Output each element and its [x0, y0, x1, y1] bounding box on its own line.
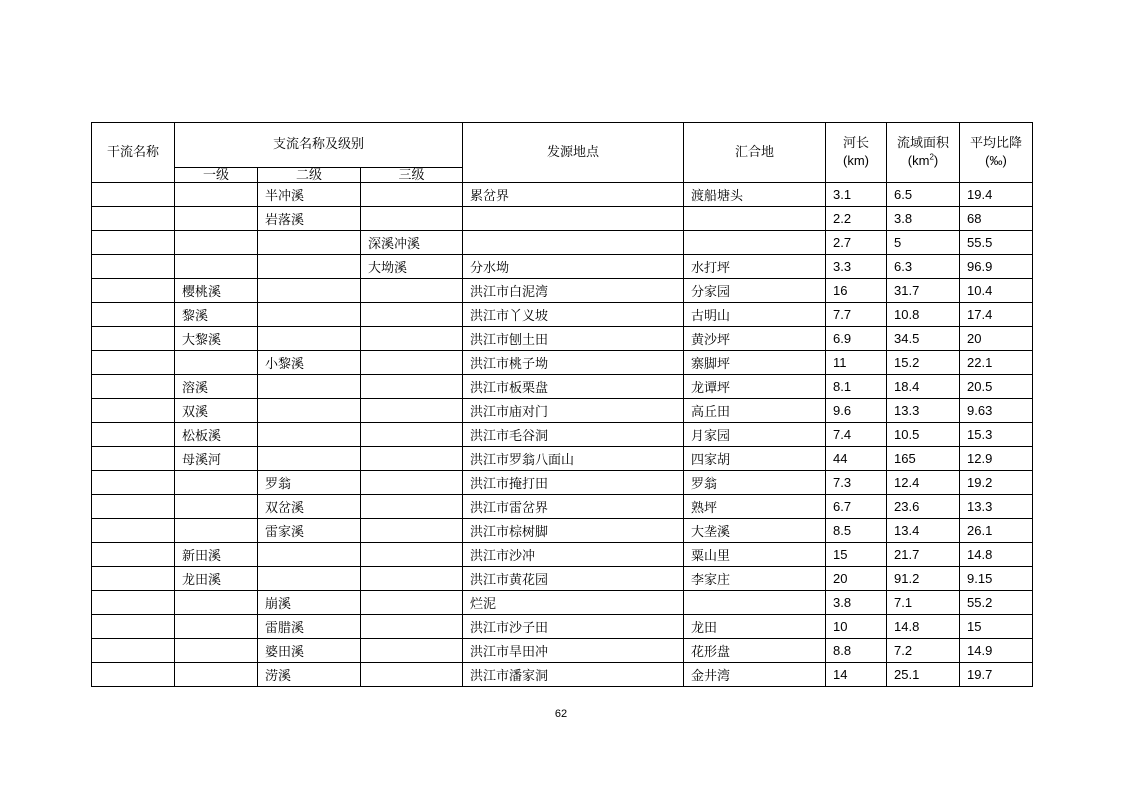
- cell-slope: 17.4: [960, 303, 1033, 327]
- cell-length: 20: [826, 567, 887, 591]
- cell-area: 6.3: [887, 255, 960, 279]
- cell-main-stream: [92, 615, 175, 639]
- cell-level-1: 大黎溪: [175, 327, 258, 351]
- cell-level-3: [361, 543, 463, 567]
- cell-area: 6.5: [887, 183, 960, 207]
- cell-slope: 10.4: [960, 279, 1033, 303]
- cell-length: 7.4: [826, 423, 887, 447]
- header-confluence: 汇合地: [684, 123, 826, 183]
- cell-length: 15: [826, 543, 887, 567]
- cell-level-1: [175, 615, 258, 639]
- cell-level-2: 崩溪: [258, 591, 361, 615]
- cell-level-2: 小黎溪: [258, 351, 361, 375]
- cell-level-3: [361, 375, 463, 399]
- cell-slope: 26.1: [960, 519, 1033, 543]
- header-length-label: 河长: [842, 136, 869, 151]
- header-area-unit: $(km^2)$: [907, 152, 939, 168]
- cell-slope: 20: [960, 327, 1033, 351]
- cell-area: 165: [887, 447, 960, 471]
- cell-area: 10.5: [887, 423, 960, 447]
- cell-length: 11: [826, 351, 887, 375]
- cell-length: 7.7: [826, 303, 887, 327]
- cell-slope: 14.9: [960, 639, 1033, 663]
- table-row: [92, 519, 1033, 543]
- cell-area: 3.8: [887, 207, 960, 231]
- table-row: [92, 375, 1033, 399]
- cell-main-stream: [92, 495, 175, 519]
- cell-source: 洪江市白泥湾: [463, 279, 684, 303]
- cell-length: 16: [826, 279, 887, 303]
- cell-area: 25.1: [887, 663, 960, 687]
- cell-confluence: 龙田: [684, 615, 826, 639]
- cell-main-stream: [92, 351, 175, 375]
- cell-main-stream: [92, 327, 175, 351]
- cell-level-2: [258, 423, 361, 447]
- cell-source: 洪江市庙对门: [463, 399, 684, 423]
- table-row: [92, 303, 1033, 327]
- cell-length: 14: [826, 663, 887, 687]
- cell-confluence: 花形盘: [684, 639, 826, 663]
- cell-area: 7.2: [887, 639, 960, 663]
- table-row: [92, 327, 1033, 351]
- cell-level-1: [175, 591, 258, 615]
- table-row: [92, 255, 1033, 279]
- cell-length: 44: [826, 447, 887, 471]
- cell-level-2: 岩落溪: [258, 207, 361, 231]
- cell-area: 15.2: [887, 351, 960, 375]
- cell-slope: 96.9: [960, 255, 1033, 279]
- header-level-2: 二级: [258, 168, 361, 183]
- cell-level-2: [258, 375, 361, 399]
- header-main-stream: 干流名称: [92, 123, 175, 183]
- cell-level-3: [361, 615, 463, 639]
- cell-main-stream: [92, 255, 175, 279]
- cell-confluence: 罗翁: [684, 471, 826, 495]
- cell-source: 洪江市毛谷洞: [463, 423, 684, 447]
- cell-level-1: 龙田溪: [175, 567, 258, 591]
- cell-level-3: [361, 567, 463, 591]
- cell-level-3: [361, 495, 463, 519]
- cell-source: 洪江市桃子坳: [463, 351, 684, 375]
- header-tributary-group: 支流名称及级别: [175, 123, 463, 168]
- cell-length: 6.9: [826, 327, 887, 351]
- cell-source: [463, 231, 684, 255]
- header-slope: [960, 123, 1033, 183]
- cell-level-3: [361, 423, 463, 447]
- header-source: 发源地点: [463, 123, 684, 183]
- cell-area: 5: [887, 231, 960, 255]
- cell-level-1: 母溪河: [175, 447, 258, 471]
- cell-confluence: 龙谭坪: [684, 375, 826, 399]
- cell-confluence: 渡船塘头: [684, 183, 826, 207]
- cell-level-2: [258, 447, 361, 471]
- cell-level-3: [361, 207, 463, 231]
- cell-slope: 19.7: [960, 663, 1033, 687]
- cell-level-3: [361, 327, 463, 351]
- header-length: [826, 123, 887, 183]
- cell-confluence: 高丘田: [684, 399, 826, 423]
- cell-source: 累岔界: [463, 183, 684, 207]
- table-body: [92, 183, 1033, 687]
- cell-area: 34.5: [887, 327, 960, 351]
- cell-confluence: 寨脚坪: [684, 351, 826, 375]
- cell-source: 洪江市沙子田: [463, 615, 684, 639]
- cell-level-3: [361, 471, 463, 495]
- cell-level-2: 婆田溪: [258, 639, 361, 663]
- cell-level-2: [258, 567, 361, 591]
- header-slope-label: 平均比降: [969, 136, 1022, 151]
- cell-level-3: [361, 279, 463, 303]
- header-area: [887, 123, 960, 183]
- cell-slope: 13.3: [960, 495, 1033, 519]
- cell-level-3: [361, 447, 463, 471]
- cell-level-3: 大坳溪: [361, 255, 463, 279]
- cell-source: 洪江市丫义坡: [463, 303, 684, 327]
- cell-source: 洪江市掩打田: [463, 471, 684, 495]
- cell-level-2: [258, 231, 361, 255]
- cell-confluence: 黄沙坪: [684, 327, 826, 351]
- cell-confluence: 四家胡: [684, 447, 826, 471]
- cell-length: 3.8: [826, 591, 887, 615]
- cell-source: 洪江市旱田冲: [463, 639, 684, 663]
- cell-level-2: 涝溪: [258, 663, 361, 687]
- cell-level-3: [361, 591, 463, 615]
- table-row: [92, 231, 1033, 255]
- cell-area: 10.8: [887, 303, 960, 327]
- cell-level-3: [361, 183, 463, 207]
- table-row: [92, 279, 1033, 303]
- cell-level-1: [175, 639, 258, 663]
- cell-level-2: [258, 543, 361, 567]
- cell-slope: 14.8: [960, 543, 1033, 567]
- cell-slope: 55.5: [960, 231, 1033, 255]
- cell-slope: 22.1: [960, 351, 1033, 375]
- header-level-3: 三级: [361, 168, 463, 183]
- table-row: [92, 615, 1033, 639]
- cell-level-1: [175, 255, 258, 279]
- cell-level-2: 雷腊溪: [258, 615, 361, 639]
- cell-level-1: 双溪: [175, 399, 258, 423]
- cell-area: 13.3: [887, 399, 960, 423]
- cell-area: 14.8: [887, 615, 960, 639]
- cell-length: 8.5: [826, 519, 887, 543]
- cell-source: 分水坳: [463, 255, 684, 279]
- table-header: [92, 123, 1033, 183]
- cell-slope: 19.4: [960, 183, 1033, 207]
- cell-level-2: 罗翁: [258, 471, 361, 495]
- cell-level-3: [361, 303, 463, 327]
- cell-level-1: [175, 471, 258, 495]
- cell-slope: 19.2: [960, 471, 1033, 495]
- cell-level-3: 深溪冲溪: [361, 231, 463, 255]
- cell-slope: 68: [960, 207, 1033, 231]
- cell-source: 洪江市刨土田: [463, 327, 684, 351]
- cell-area: 18.4: [887, 375, 960, 399]
- cell-source: 洪江市板栗盘: [463, 375, 684, 399]
- cell-level-1: 黎溪: [175, 303, 258, 327]
- table-row: [92, 567, 1033, 591]
- cell-level-1: [175, 663, 258, 687]
- table-row: [92, 471, 1033, 495]
- page-number: 62: [554, 708, 568, 720]
- cell-slope: 9.63: [960, 399, 1033, 423]
- cell-level-1: [175, 231, 258, 255]
- cell-length: 6.7: [826, 495, 887, 519]
- cell-slope: 15.3: [960, 423, 1033, 447]
- cell-slope: 15: [960, 615, 1033, 639]
- cell-main-stream: [92, 423, 175, 447]
- cell-source: 洪江市雷岔界: [463, 495, 684, 519]
- cell-level-1: [175, 207, 258, 231]
- cell-level-2: [258, 303, 361, 327]
- cell-source: 洪江市黄花园: [463, 567, 684, 591]
- cell-area: 7.1: [887, 591, 960, 615]
- cell-level-1: 松板溪: [175, 423, 258, 447]
- table-row: [92, 183, 1033, 207]
- cell-area: 31.7: [887, 279, 960, 303]
- cell-slope: 55.2: [960, 591, 1033, 615]
- cell-slope: 20.5: [960, 375, 1033, 399]
- cell-confluence: [684, 207, 826, 231]
- cell-main-stream: [92, 447, 175, 471]
- cell-source: 烂泥: [463, 591, 684, 615]
- cell-level-3: [361, 351, 463, 375]
- cell-area: 21.7: [887, 543, 960, 567]
- table-row: [92, 663, 1033, 687]
- cell-source: [463, 207, 684, 231]
- table-row: [92, 351, 1033, 375]
- cell-confluence: 金井湾: [684, 663, 826, 687]
- table-row: [92, 543, 1033, 567]
- cell-level-2: [258, 399, 361, 423]
- cell-confluence: [684, 231, 826, 255]
- cell-slope: 12.9: [960, 447, 1033, 471]
- cell-main-stream: [92, 543, 175, 567]
- cell-confluence: 月家园: [684, 423, 826, 447]
- cell-level-3: [361, 399, 463, 423]
- cell-area: 91.2: [887, 567, 960, 591]
- table-row: [92, 639, 1033, 663]
- cell-area: 12.4: [887, 471, 960, 495]
- cell-main-stream: [92, 663, 175, 687]
- table-row: [92, 207, 1033, 231]
- cell-main-stream: [92, 303, 175, 327]
- cell-length: 9.6: [826, 399, 887, 423]
- cell-level-2: [258, 279, 361, 303]
- cell-confluence: 熟坪: [684, 495, 826, 519]
- cell-source: 洪江市潘家洞: [463, 663, 684, 687]
- cell-length: 2.7: [826, 231, 887, 255]
- cell-area: 13.4: [887, 519, 960, 543]
- cell-length: 3.3: [826, 255, 887, 279]
- cell-length: 2.2: [826, 207, 887, 231]
- cell-main-stream: [92, 591, 175, 615]
- cell-level-1: 新田溪: [175, 543, 258, 567]
- cell-main-stream: [92, 279, 175, 303]
- cell-source: 洪江市罗翁八面山: [463, 447, 684, 471]
- cell-level-2: [258, 255, 361, 279]
- cell-level-2: 双岔溪: [258, 495, 361, 519]
- river-table: [91, 122, 1033, 687]
- cell-slope: 9.15: [960, 567, 1033, 591]
- cell-confluence: 古明山: [684, 303, 826, 327]
- cell-main-stream: [92, 375, 175, 399]
- cell-confluence: [684, 591, 826, 615]
- header-slope-unit: (‰): [985, 153, 1007, 168]
- cell-level-2: [258, 327, 361, 351]
- cell-main-stream: [92, 567, 175, 591]
- cell-length: 3.1: [826, 183, 887, 207]
- cell-confluence: 分家园: [684, 279, 826, 303]
- cell-level-1: [175, 495, 258, 519]
- cell-source: 洪江市沙冲: [463, 543, 684, 567]
- cell-length: 7.3: [826, 471, 887, 495]
- cell-length: 8.1: [826, 375, 887, 399]
- cell-main-stream: [92, 471, 175, 495]
- header-level-1: 一级: [175, 168, 258, 183]
- cell-level-1: [175, 519, 258, 543]
- cell-confluence: 大垄溪: [684, 519, 826, 543]
- cell-main-stream: [92, 207, 175, 231]
- cell-level-3: [361, 639, 463, 663]
- cell-length: 10: [826, 615, 887, 639]
- cell-source: 洪江市棕树脚: [463, 519, 684, 543]
- header-length-unit: (km): [843, 153, 869, 168]
- cell-length: 8.8: [826, 639, 887, 663]
- cell-main-stream: [92, 639, 175, 663]
- cell-area: 23.6: [887, 495, 960, 519]
- table-row: [92, 399, 1033, 423]
- cell-main-stream: [92, 399, 175, 423]
- table-row: [92, 447, 1033, 471]
- cell-level-2: 雷家溪: [258, 519, 361, 543]
- table-row: [92, 591, 1033, 615]
- cell-level-3: [361, 519, 463, 543]
- cell-confluence: 水打坪: [684, 255, 826, 279]
- table-row: [92, 423, 1033, 447]
- header-area-label: 流域面积: [896, 136, 949, 151]
- cell-level-1: 溶溪: [175, 375, 258, 399]
- cell-level-1: [175, 351, 258, 375]
- cell-level-1: 樱桃溪: [175, 279, 258, 303]
- cell-main-stream: [92, 519, 175, 543]
- cell-confluence: 粟山里: [684, 543, 826, 567]
- cell-main-stream: [92, 183, 175, 207]
- cell-level-2: 半冲溪: [258, 183, 361, 207]
- cell-level-3: [361, 663, 463, 687]
- cell-confluence: 李家庄: [684, 567, 826, 591]
- table-row: [92, 495, 1033, 519]
- cell-level-1: [175, 183, 258, 207]
- cell-main-stream: [92, 231, 175, 255]
